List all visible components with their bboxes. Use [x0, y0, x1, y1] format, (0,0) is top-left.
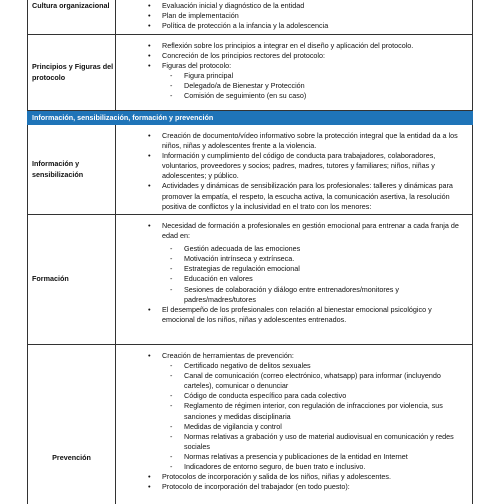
bullet-list: [116, 221, 466, 325]
protocol-table: [27, 0, 473, 504]
sub-list: [162, 361, 466, 472]
row-content-formacion: [116, 215, 473, 345]
row-label-text: Principios y Figuras del protocolo: [32, 62, 113, 81]
sub-list-item: - Educación en valores: [184, 274, 466, 284]
sub-list-item: - Figura principal: [184, 71, 466, 81]
row-label-formacion: [28, 215, 116, 345]
sub-list-item: - Certificado negativo de delitos sexuales: [184, 361, 466, 371]
sub-list-item: - Código de conducta específico para cada colectivo: [184, 391, 466, 401]
row-content-informacion: [116, 125, 473, 215]
sub-list-item: - Delegado/a de Bienestar y Protección: [184, 81, 466, 91]
section-header-row: [28, 111, 473, 125]
row-label-principios: [28, 35, 116, 111]
row-label-prevencion: [28, 345, 116, 504]
sub-list-item: - Medidas de vigilancia y control: [184, 422, 466, 432]
bullet-list: [116, 351, 466, 492]
table-row-informacion: [28, 125, 473, 215]
table-row-principios: [28, 35, 473, 111]
row-content-prevencion: [116, 345, 473, 504]
sub-list: [162, 71, 466, 101]
sub-list-item: - Reglamento de régimen interior, con regulación de infracciones por violencia, sus sanciones y medidas disciplinaria: [184, 401, 466, 421]
sub-list-item: - Comisión de seguimiento (en su caso): [184, 91, 466, 101]
sub-list-item: - Motivación intrínseca y extrínseca.: [184, 254, 466, 264]
sub-list-item: - Gestión adecuada de las emociones: [184, 244, 466, 254]
document-page: [27, 0, 473, 504]
list-item: • Reflexión sobre los principios a integrar en el diseño y aplicación del protocolo.: [162, 41, 466, 51]
sub-list-item: - Sesiones de colaboración y diálogo entre entrenadores/monitores y padres/madres/tutores: [184, 285, 466, 305]
table-row-prevencion: [28, 345, 473, 504]
list-item-text: Figuras del protocolo:: [162, 61, 231, 70]
row-label-text: Información y sensibilización: [32, 159, 83, 178]
sub-list-item: - Indicadores de entorno seguro, de buen trato e inclusivo.: [184, 462, 466, 472]
list-item: • Creación de documento/vídeo informativo sobre la protección integral que la entidad da a los niños, niñas y adolescentes frente a la violencia.: [162, 131, 466, 151]
bullet-list: [116, 131, 466, 212]
list-item: • Política de protección a la infancia y la adolescencia: [162, 21, 466, 31]
list-item: [162, 61, 466, 101]
list-item: [162, 221, 466, 305]
list-item: • Plan de implementación: [162, 11, 466, 21]
sub-list: [162, 244, 466, 305]
bullet-list: [116, 1, 466, 31]
list-item-text: Creación de herramientas de prevención:: [162, 351, 294, 360]
sub-list-item: - Canal de comunicación (correo electrónico, whatsapp) para informar (incluyendo carteles), comunicar o denunciar: [184, 371, 466, 391]
sub-list-item: - Estrategias de regulación emocional: [184, 264, 466, 274]
table-row-cultura: [28, 0, 473, 35]
row-label-informacion: [28, 125, 116, 215]
list-item: • Información y cumplimiento del código de conducta para trabajadores, colaboradores, voluntarios, proveedores y socios; padres, madres, tutores y familiares; niños, niñas y adolescentes; y público.: [162, 151, 466, 181]
row-label-text: Cultura organizacional: [32, 1, 109, 10]
table-row-formacion: [28, 215, 473, 345]
sub-list-item: - Normas relativas a presencia y publicaciones de la entidad en Internet: [184, 452, 466, 462]
list-item: • Protocolo de incorporación del trabajador (en todo puesto):: [162, 482, 466, 492]
list-item: • Evaluación inicial y diagnóstico de la entidad: [162, 1, 466, 11]
row-content-cultura: [116, 0, 473, 35]
section-header: Información, sensibilización, formación y prevención: [28, 111, 473, 125]
list-item: • El desempeño de los profesionales con relación al bienestar emocional psicológico y emocional de los niños, niñas y adolescentes entrenados.: [162, 305, 466, 325]
sub-list-item: - Normas relativas a grabación y uso de material audiovisual en comunicación y redes sociales: [184, 432, 466, 452]
list-item: • Protocolos de incorporación y salida de los niños, niñas y adolescentes.: [162, 472, 466, 482]
list-item: [162, 351, 466, 472]
row-label-text: Prevención: [52, 453, 91, 462]
row-content-principios: [116, 35, 473, 111]
list-item-text: Necesidad de formación a profesionales en gestión emocional para entrenar a cada franja de edad en:: [162, 221, 459, 240]
bullet-list: [116, 41, 466, 102]
row-label-text: Formación: [32, 274, 69, 283]
row-label-cultura: [28, 0, 116, 35]
list-item: • Actividades y dinámicas de sensibilización para los profesionales: talleres y dinámicas para promover la empatía, el respeto, la escucha activa, la comunicación asertiva, la resolución positiva de conflictos y la inclusividad en el trato con los menores:: [162, 181, 466, 211]
list-item: • Concreción de los principios rectores del protocolo:: [162, 51, 466, 61]
